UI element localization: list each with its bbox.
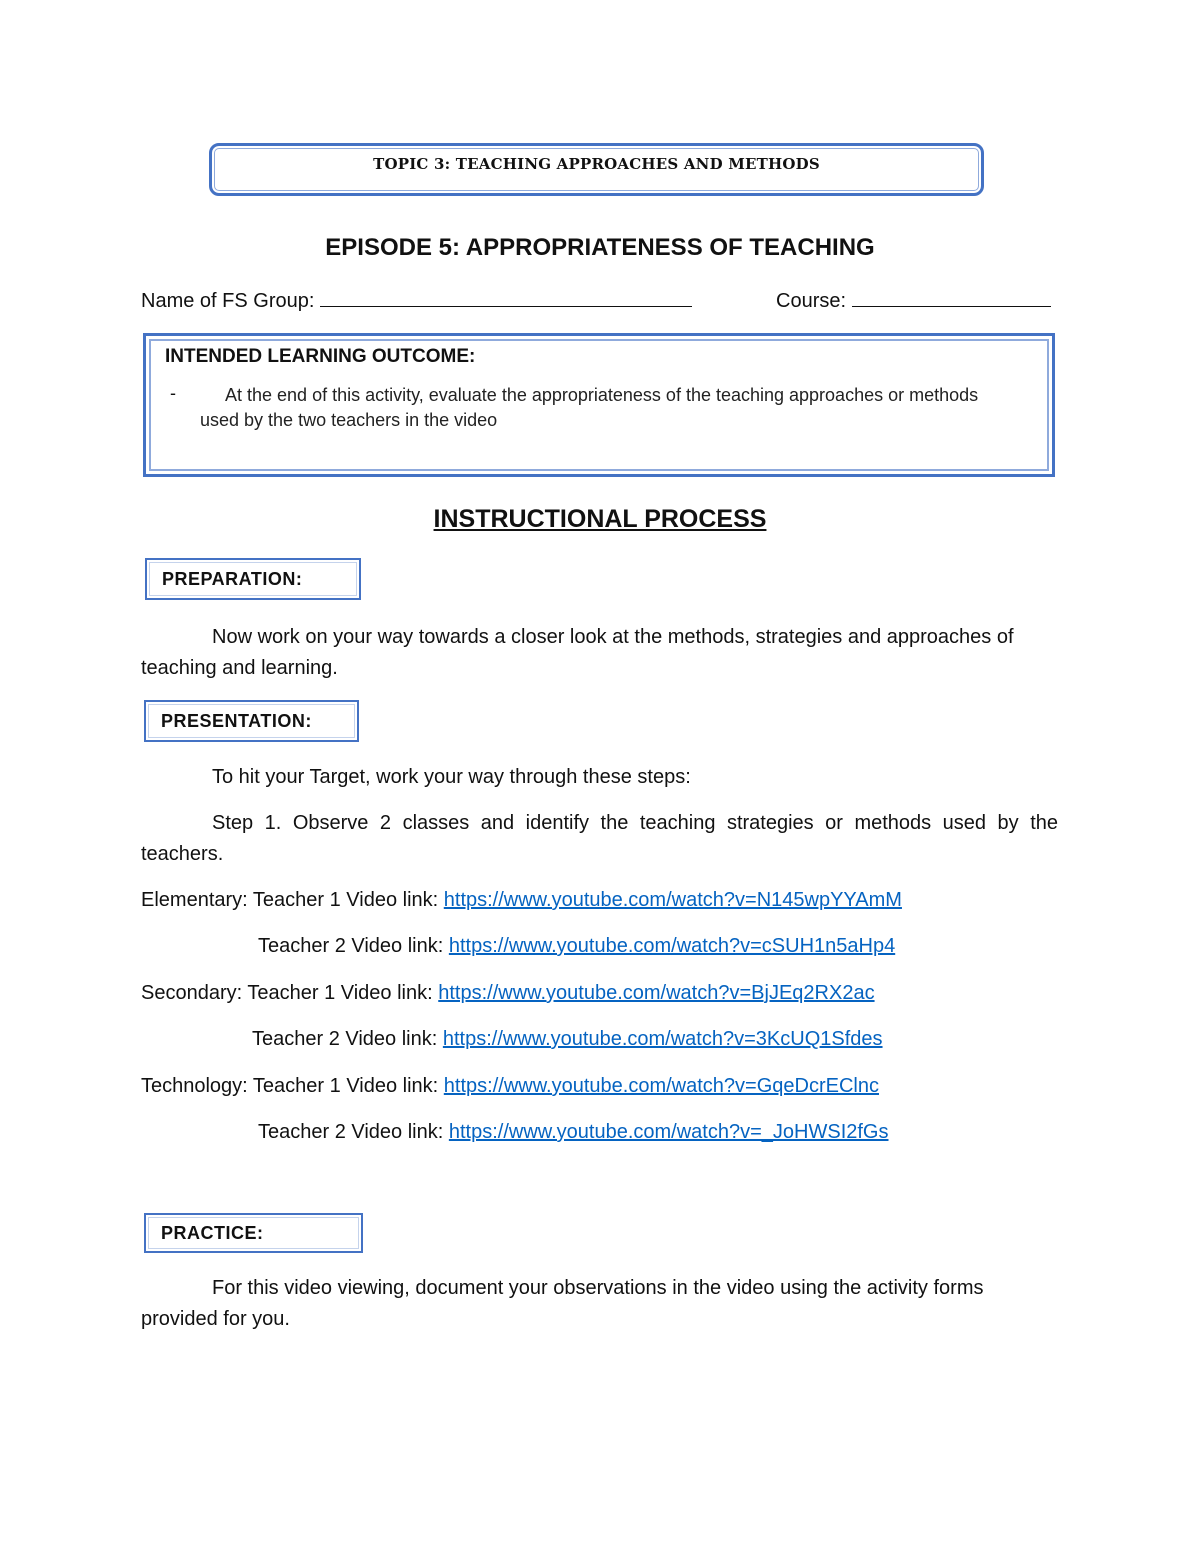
video-link-row [258,931,895,962]
video-link[interactable]: https://www.youtube.com/watch?v=N145wpYYAmM [443,889,902,911]
presentation-intro: To hit your Target, work your way through these steps: [212,766,691,788]
video-link[interactable]: https://www.youtube.com/watch?v=_JoHWSI2fGs [448,1121,889,1143]
video-link-prefix: Teacher 2 Video link: [258,935,449,957]
video-link-prefix: Technology: Teacher 1 Video link: [141,1075,444,1097]
section-title: INSTRUCTIONAL PROCESS [433,505,767,533]
video-link-prefix: Teacher 2 Video link: [258,1121,449,1143]
course-row [776,286,1051,313]
preparation-text: Now work on your way towards a closer look at the methods, strategies and approaches of teaching and learning. [141,626,1014,679]
preparation-label: PREPARATION: [145,558,361,600]
practice-text: For this video viewing, document your observations in the video using the activity forms provided for you. [141,1277,984,1330]
practice-label: PRACTICE: [144,1213,363,1253]
presentation-label: PRESENTATION: [144,700,359,742]
learning-outcome-text: At the end of this activity, evaluate the appropriateness of the teaching approaches or methods used by the two teachers in the video [200,385,979,430]
topic-title: TOPIC 3: TEACHING APPROACHES AND METHODS [373,155,820,173]
video-link[interactable]: https://www.youtube.com/watch?v=3KcUQ1Sfdes [442,1028,883,1050]
video-link-prefix: Secondary: Teacher 1 Video link: [141,982,439,1004]
learning-outcome-bullet: - [170,383,176,403]
learning-outcome-title: INTENDED LEARNING OUTCOME: [165,346,476,367]
video-link-row [141,1071,879,1102]
video-link-prefix: Teacher 2 Video link: [252,1028,443,1050]
course-field[interactable] [852,286,1051,307]
video-link-prefix: Elementary: Teacher 1 Video link: [141,889,444,911]
video-link[interactable]: https://www.youtube.com/watch?v=BjJEq2RX2ac [438,982,875,1004]
video-link-row [141,885,902,916]
group-name-field[interactable] [320,286,692,307]
video-link[interactable]: https://www.youtube.com/watch?v=GqeDcrEClnc [443,1075,879,1097]
step-1-text: Step 1. Observe 2 classes and identify the teaching strategies or methods used by the teachers. [141,812,1058,865]
course-label: Course: [776,290,847,312]
video-link-row [141,978,875,1009]
group-name-label: Name of FS Group: [141,290,315,312]
video-link-row [258,1117,889,1148]
video-link-row [252,1024,883,1055]
group-name-row [141,286,692,313]
video-link[interactable]: https://www.youtube.com/watch?v=cSUH1n5aHp4 [448,935,896,957]
episode-title: EPISODE 5: APPROPRIATENESS OF TEACHING [325,234,875,261]
